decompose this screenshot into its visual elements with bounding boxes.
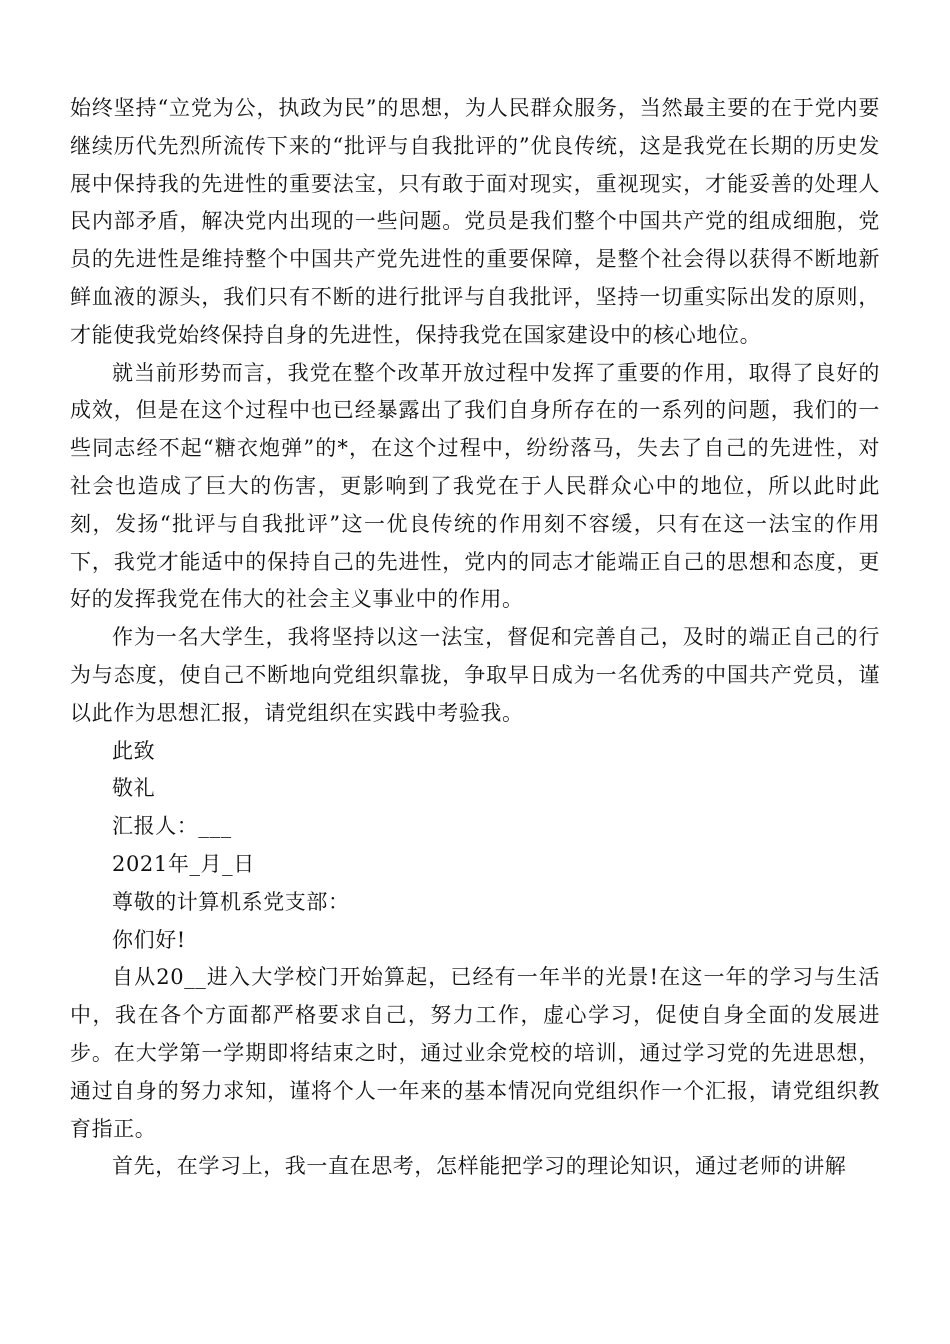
paragraph-study-reflection: 首先，在学习上，我一直在思考，怎样能把学习的理论知识，通过老师的讲解 (112, 1154, 847, 1179)
letter-addressee: 尊敬的计算机系党支部： (112, 889, 350, 914)
paragraph-party-principles: 始终坚持“立党为公，执政为民”的思想，为人民群众服务，当然最主要的在于党内要继续历代先烈所流传下来的“批评与自我批评的”优良传统，这是我党在长期的历史发展中保持我的先进性的重要法宝，只有敢于面对现实，重视现实，才能妥善的处理人民内部矛盾，解决党内出现的一些问题。党员是我们整个中国共产党的组成细胞，党员的先进性是维持整个中国共产党先进性的重要保障，是整个社会得以获得不断地新鲜血液的源头，我们只有不断的进行批评与自我批评，坚持一切重实际出发的原则，才能使我党始终保持自身的先进性，保持我党在国家建设中的核心地位。 (70, 96, 880, 347)
reporter-line: 汇报人：___ (112, 814, 232, 839)
letter-greeting: 你们好! (112, 927, 186, 952)
paragraph-current-situation: 就当前形势而言，我党在整个改革开放过程中发挥了重要的作用，取得了良好的成效，但是在这个过程中也已经暴露出了我们自身所存在的一系列的问题，我们的一些同志经不起“糖衣炮弹”的*，在这个过程中，纷纷落马，失去了自己的先进性，对社会也造成了巨大的伤害，更影响到了我党在于人民群众心中的地位，所以此时此刻，发扬“批评与自我批评”这一优良传统的作用刻不容缓，只有在这一法宝的作用下，我党才能适中的保持自己的先进性，党内的同志才能端正自己的思想和态度，更好的发挥我党在伟大的社会主义事业中的作用。 (70, 360, 880, 612)
closing-salutation: 此致 (112, 738, 156, 763)
paragraph-student-commitment: 作为一名大学生，我将坚持以这一法宝，督促和完善自己，及时的端正自己的行为与态度，使自己不断地向党组织靠拢，争取早日成为一名优秀的中国共产党员，谨以此作为思想汇报，请党组织在实践中考验我。 (70, 625, 880, 725)
date-line: 2021年_月_日 (112, 851, 255, 876)
paragraph-university-progress: 自从20__进入大学校门开始算起，已经有一年半的光景!在这一年的学习与生活中，我在各个方面都严格要求自己，努力工作，虚心学习，促使自身全面的发展进步。在大学第一学期即将结束之时，通过业余党校的培训，通过学习党的先进思想，通过自身的努力求知，谨将个人一年来的基本情况向党组织作一个汇报，请党组织教育指正。 (70, 965, 880, 1141)
closing-respect: 敬礼 (112, 776, 156, 801)
